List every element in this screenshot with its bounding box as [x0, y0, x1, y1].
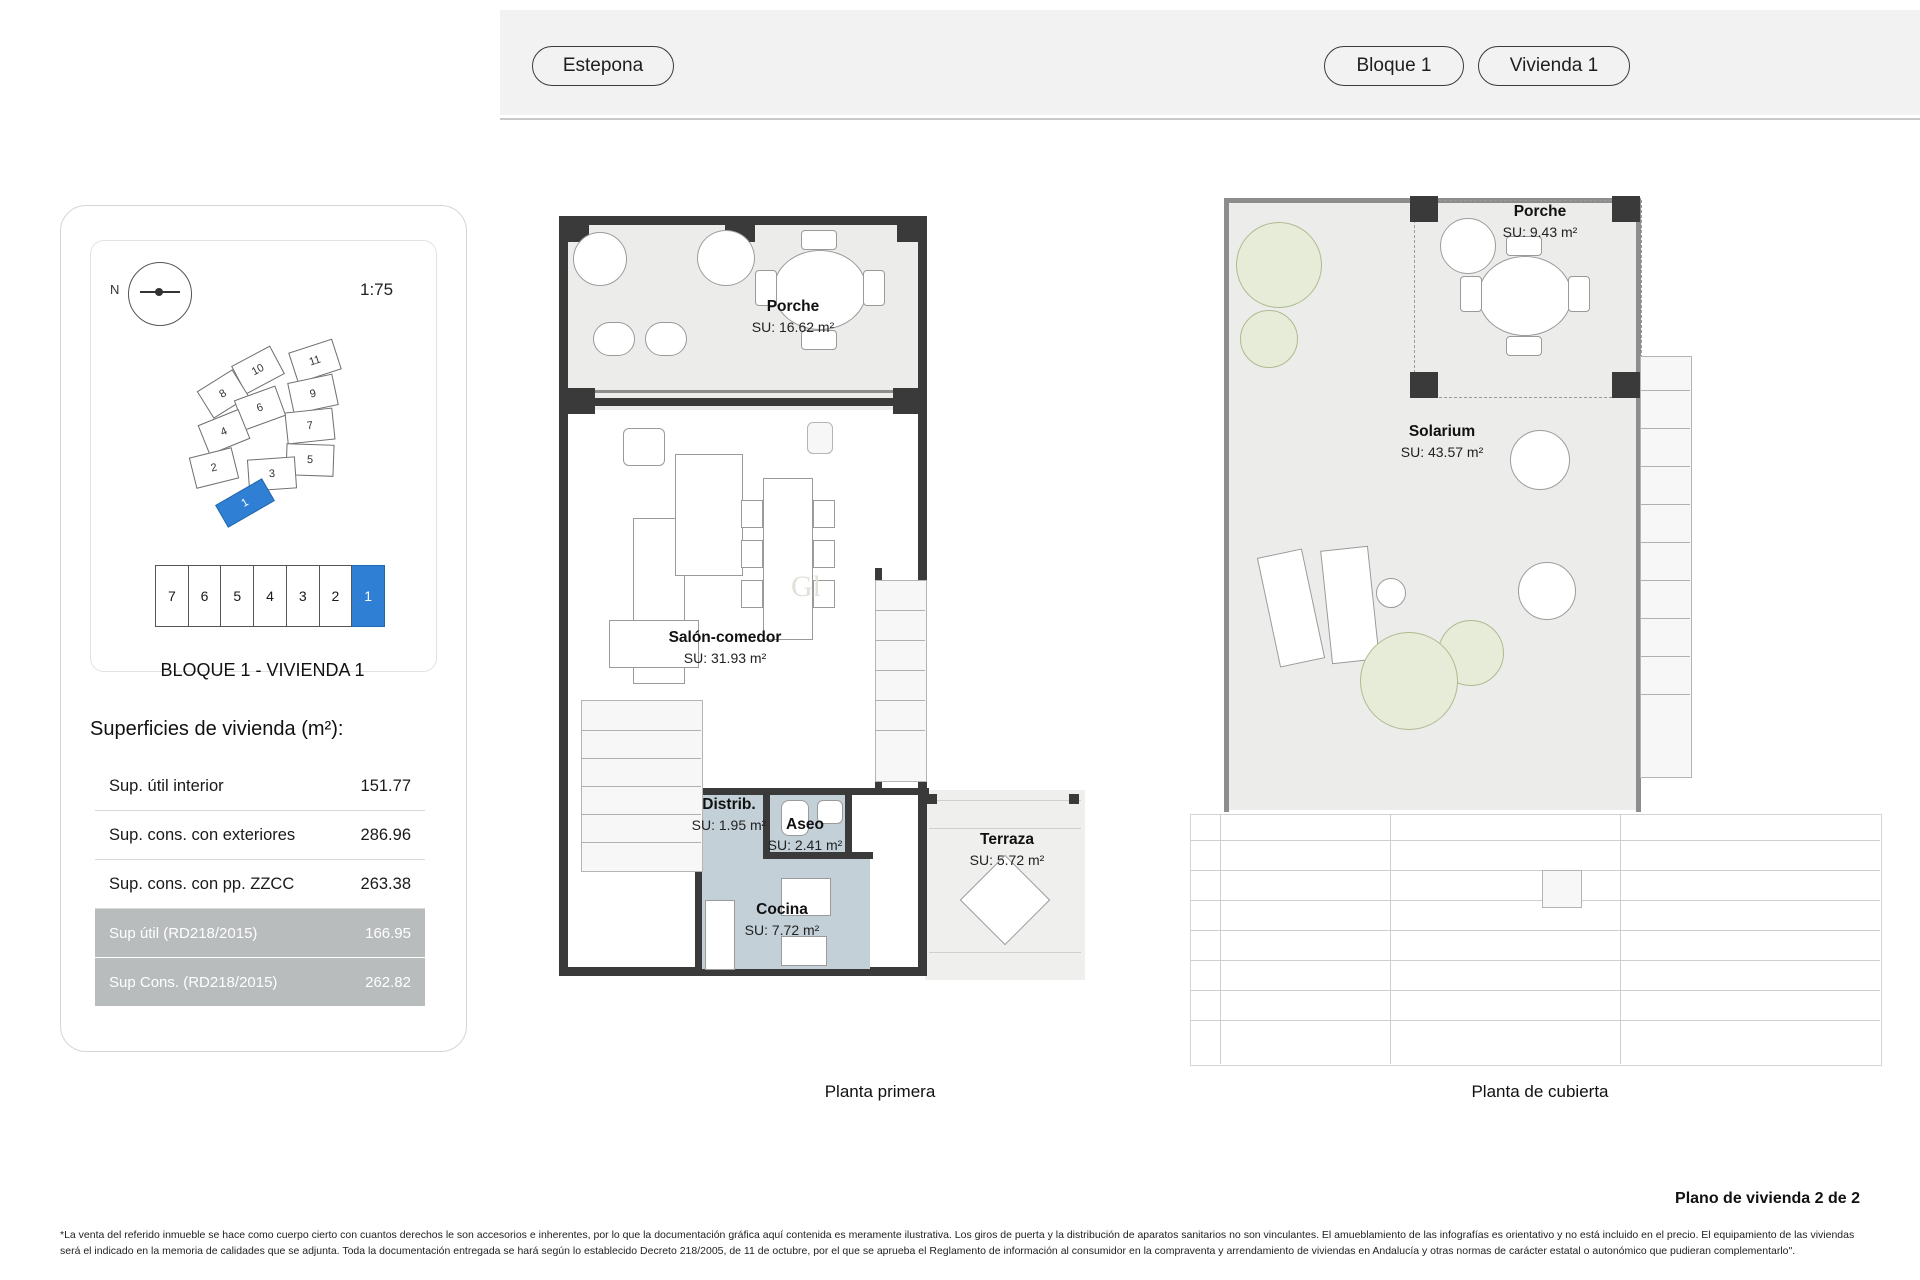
column [1612, 372, 1640, 398]
chair [1506, 336, 1542, 356]
north-dot-icon [155, 288, 163, 296]
surface-value: 286.96 [360, 825, 411, 844]
plot-layout [150, 340, 390, 520]
room-label-cocina: Cocina SU: 7.72 m² [744, 901, 820, 938]
floor-plan-roof [1200, 180, 1880, 1080]
sliding-door-track [595, 390, 893, 393]
lounge-chair [593, 322, 635, 356]
plot-2[interactable]: 2 [189, 447, 239, 489]
roof-hatch [1542, 870, 1582, 908]
surface-value: 262.82 [365, 973, 411, 991]
terrace-post [927, 794, 937, 804]
surface-label: Sup Cons. (RD218/2015) [109, 973, 278, 991]
stair-tread [875, 730, 925, 731]
block-pill[interactable]: Bloque 1 [1324, 46, 1464, 86]
room-label-salon: Salón-comedor SU: 31.93 m² [668, 629, 782, 666]
stair-tread [1640, 390, 1690, 391]
block-cell-6[interactable]: 6 [189, 565, 222, 627]
column [1410, 372, 1438, 398]
surface-value: 263.38 [360, 874, 411, 893]
stair-tread [1640, 466, 1690, 467]
stair-tread [581, 786, 701, 787]
block-cell-1-selected[interactable]: 1 [352, 565, 385, 627]
palm-tree [1360, 632, 1458, 730]
deck-plank [1190, 990, 1880, 991]
stair-tread [581, 758, 701, 759]
chair [741, 540, 763, 568]
chair [813, 500, 835, 528]
plot-5[interactable]: 5 [285, 443, 334, 477]
stair-tread [581, 842, 701, 843]
floor-plan-first [545, 200, 1165, 1100]
room-label-solarium: Solarium SU: 43.57 m² [1400, 423, 1484, 460]
chair [741, 500, 763, 528]
plot-8[interactable]: 8 [197, 369, 250, 418]
planter-tree [1518, 562, 1576, 620]
solarium-parapet-left [1224, 200, 1229, 812]
location-pill[interactable]: Estepona [532, 46, 674, 86]
stair-tread [875, 640, 925, 641]
deck-joint [1220, 814, 1221, 1064]
column [897, 216, 927, 242]
deck-plank [1190, 960, 1880, 961]
plot-1-selected[interactable]: 1 [215, 478, 275, 528]
legal-disclaimer: *La venta del referido inmueble se hace como cuerpo cierto con cuantos derechos le son accesorios e inherentes, por lo que la documentación gráfica aquí contenida es meramente ilustrativa. Los giros de puerta y la distribución de aparatos sanitarios no son vinculantes. El amueblamiento de las infografías es orientativo y no está incluido en el precio. El equipamiento de las viviendas será el indicado en la memoria de calidades que se adjunta. Toda la documentación entregada se hará según lo establecido Decreto 218/2005, de 11 de octubre, por el que se aprueba el Reglamento de información al consumidor en la compraventa y arrendamiento de viviendas en Andalucía y otras normas de carácter estatal o autonómico que pudieran complementarlo". [60, 1229, 1855, 1257]
header-bar [500, 10, 1920, 115]
room-label-aseo: Aseo SU: 2.41 m² [767, 816, 843, 853]
palm-tree [1240, 310, 1298, 368]
block-cell-5[interactable]: 5 [221, 565, 254, 627]
plot-6[interactable]: 6 [234, 385, 286, 430]
chair [801, 230, 837, 250]
deck-joint [1620, 814, 1621, 1064]
plant-pot [807, 422, 833, 454]
block-cell-4[interactable]: 4 [254, 565, 287, 627]
facade-wall [589, 398, 899, 406]
pergola-beam [929, 952, 1081, 953]
chair [1568, 276, 1590, 312]
deck-plank [1190, 1020, 1880, 1021]
deck-plank [1190, 840, 1880, 841]
planter-tree [697, 230, 755, 286]
table-row [95, 811, 425, 860]
chair [813, 540, 835, 568]
table-row [95, 762, 425, 811]
deck-plank [1190, 900, 1880, 901]
room-label-terraza: Terraza SU: 5.72 m² [969, 831, 1045, 868]
surfaces-title: Superficies de vivienda (m²): [90, 718, 344, 740]
header-divider [500, 118, 1920, 120]
surface-label: Sup. útil interior [109, 776, 224, 795]
block-cell-3[interactable]: 3 [287, 565, 320, 627]
deck-plank [1190, 870, 1880, 871]
surface-label: Sup. cons. con exteriores [109, 825, 296, 844]
stair-tread [1640, 694, 1690, 695]
deck-plank [1190, 930, 1880, 931]
surfaces-table [95, 762, 425, 1007]
plan-caption-roof: Planta de cubierta [1471, 1082, 1609, 1101]
plot-9[interactable]: 9 [287, 374, 339, 415]
terrace-post [1069, 794, 1079, 804]
pergola-beam [929, 828, 1081, 829]
surface-value: 151.77 [360, 776, 411, 795]
room-label-distrib: Distrib. SU: 1.95 m² [691, 796, 767, 833]
stair-tread [875, 610, 925, 611]
stair-tread [1640, 504, 1690, 505]
table-row [95, 958, 425, 1007]
sofa [623, 428, 665, 466]
block-cell-7[interactable]: 7 [155, 565, 189, 627]
plot-3[interactable]: 3 [247, 456, 297, 491]
palm-tree [1236, 222, 1322, 308]
roof-staircase [1640, 356, 1692, 778]
chair [1460, 276, 1482, 312]
roof-deck [1190, 814, 1882, 1066]
chair [741, 580, 763, 608]
exterior-wall-left [559, 216, 568, 976]
table-row [95, 860, 425, 909]
stair-tread [875, 700, 925, 701]
watermark: Gl [791, 570, 821, 603]
stair-tread [1640, 656, 1690, 657]
dining-table-round [1478, 256, 1572, 336]
stair-tread [1640, 542, 1690, 543]
room-label-porche: Porche SU: 16.62 m² [751, 298, 835, 335]
plot-11[interactable]: 11 [288, 339, 342, 384]
scale-label: 1:75 [360, 280, 394, 299]
plot-4[interactable]: 4 [198, 409, 251, 455]
planter-tree [573, 232, 627, 286]
pergola-beam [929, 800, 1081, 801]
sink [781, 936, 827, 966]
column [1410, 196, 1438, 222]
block-strip [155, 565, 385, 627]
unit-pill[interactable]: Vivienda 1 [1478, 46, 1630, 86]
surface-label: Sup útil (RD218/2015) [109, 924, 258, 942]
sheet-label: Plano de vivienda 2 de 2 [1675, 1190, 1860, 1207]
block-caption: BLOQUE 1 - VIVIENDA 1 [160, 660, 365, 680]
stair-tread [581, 730, 701, 731]
north-label: N [110, 282, 120, 297]
coffee-table [675, 454, 743, 576]
surface-value: 166.95 [365, 924, 411, 942]
plan-caption-first: Planta primera [824, 1082, 936, 1101]
lounge-chair [645, 322, 687, 356]
deck-joint [1390, 814, 1391, 1064]
stair-tread [875, 670, 925, 671]
plot-10[interactable]: 10 [231, 346, 285, 395]
side-table [1376, 578, 1406, 608]
block-cell-2[interactable]: 2 [320, 565, 353, 627]
room-label-porche-roof: Porche SU: 9.43 m² [1502, 203, 1578, 240]
table-row [95, 909, 425, 958]
stair-tread [1640, 428, 1690, 429]
dining-table [763, 478, 813, 640]
surface-label: Sup. cons. con pp. ZZCC [109, 874, 295, 893]
partition-kitchen-top [695, 788, 929, 795]
stair-tread [1640, 618, 1690, 619]
plot-7[interactable]: 7 [284, 408, 335, 445]
stair-tread [1640, 580, 1690, 581]
